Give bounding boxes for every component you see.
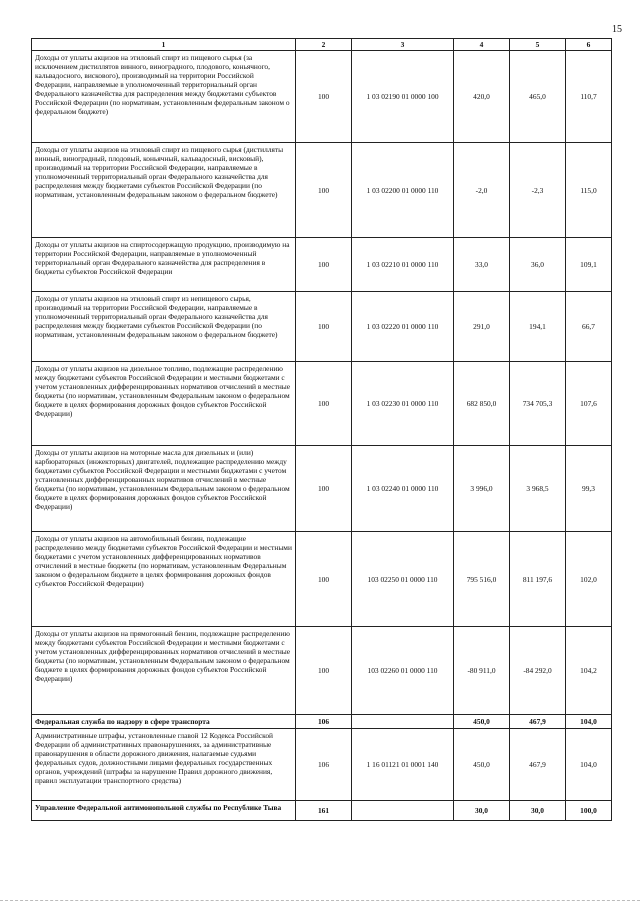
row-description: Управление Федеральной антимонопольной службы по Республике Тыва bbox=[32, 801, 296, 821]
row-percent: 104,0 bbox=[566, 715, 612, 729]
row-description: Доходы от уплаты акцизов на этиловый спирт из непищевого сырья, производимый на территории Российской Федерации, направляемые в уполномоченный территориальный орган Федерального казначейства для распределения между бюджетами субъектов Российской Федерации (по нормативам, установленным федеральным законом о федеральном бюджете) bbox=[32, 292, 296, 362]
row-plan-value: 420,0 bbox=[454, 51, 510, 143]
row-plan-value: 30,0 bbox=[454, 801, 510, 821]
row-budget-code bbox=[352, 801, 454, 821]
row-actual-value: 811 197,6 bbox=[510, 532, 566, 627]
row-actual-value: -2,3 bbox=[510, 143, 566, 238]
row-description: Административные штрафы, установленные главой 12 Кодекса Российской Федерации об административных правонарушениях, за административные правонарушения в области дорожного движения, налагаемые судьями федеральных судов, должностными лицами федеральных государственных органов, учреждений (штрафы за нарушение Правил дорожного движения, правил эксплуатации транспортного средства) bbox=[32, 729, 296, 801]
row-plan-value: -2,0 bbox=[454, 143, 510, 238]
table-row bbox=[32, 143, 612, 238]
row-percent: 110,7 bbox=[566, 51, 612, 143]
row-actual-value: 36,0 bbox=[510, 238, 566, 292]
row-admin-code: 100 bbox=[296, 238, 352, 292]
header-col-3: 3 bbox=[352, 39, 454, 51]
row-plan-value: -80 911,0 bbox=[454, 627, 510, 715]
row-actual-value: 194,1 bbox=[510, 292, 566, 362]
row-admin-code: 161 bbox=[296, 801, 352, 821]
row-plan-value: 3 996,0 bbox=[454, 446, 510, 532]
row-description: Федеральная служба по надзору в сфере транспорта bbox=[32, 715, 296, 729]
row-description: Доходы от уплаты акцизов на этиловый спирт из пищевого сырья (дистилляты винный, виноградный, плодовый, коньячный, кальвадосный, висковый), производимый на территории Российской Федерации, направляемые в уполномоченный территориальный орган Федерального казначейства для распределения между бюджетами субъектов Российской Федерации (по нормативам, установленным федеральным законом о федеральном бюджете) bbox=[32, 143, 296, 238]
row-description: Доходы от уплаты акцизов на спиртосодержащую продукцию, производимую на территории Российской Федерации, направляемые в уполномоченный территориальный орган Федерального казначейства для распределения в бюджеты субъектов Российской Федерации bbox=[32, 238, 296, 292]
row-admin-code: 106 bbox=[296, 729, 352, 801]
row-description: Доходы от уплаты акцизов на прямогонный бензин, подлежащие распределению между бюджетами субъектов Российской Федерации и местными бюджетами с учетом установленных дифференцированных нормативов отчислений в местные бюджеты (по нормативам, установленным Федеральным законом о федеральном бюджете в целях формирования дорожных фондов субъектов Российской Федерации) bbox=[32, 627, 296, 715]
row-admin-code: 100 bbox=[296, 292, 352, 362]
row-admin-code: 100 bbox=[296, 446, 352, 532]
row-actual-value: 734 705,3 bbox=[510, 362, 566, 446]
header-col-5: 5 bbox=[510, 39, 566, 51]
row-description: Доходы от уплаты акцизов на дизельное топливо, подлежащие распределению между бюджетами субъектов Российской Федерации и местными бюджетами с учетом установленных дифференцированных нормативов отчислений в местные бюджеты (по нормативам, установленным Федеральным законом о федеральном бюджете в целях формирования дорожных фондов субъектов Российской Федерации) bbox=[32, 362, 296, 446]
row-budget-code: 1 03 02200 01 0000 110 bbox=[352, 143, 454, 238]
header-col-2: 2 bbox=[296, 39, 352, 51]
page-edge-mark bbox=[0, 900, 640, 901]
row-budget-code: 1 03 02240 01 0000 110 bbox=[352, 446, 454, 532]
table-row bbox=[32, 446, 612, 532]
row-budget-code: 1 03 02230 01 0000 110 bbox=[352, 362, 454, 446]
row-plan-value: 682 850,0 bbox=[454, 362, 510, 446]
row-percent: 100,0 bbox=[566, 801, 612, 821]
row-admin-code: 100 bbox=[296, 532, 352, 627]
table-row bbox=[32, 729, 612, 801]
row-plan-value: 450,0 bbox=[454, 729, 510, 801]
row-budget-code: 1 03 02190 01 0000 100 bbox=[352, 51, 454, 143]
row-percent: 115,0 bbox=[566, 143, 612, 238]
row-budget-code bbox=[352, 715, 454, 729]
row-percent: 99,3 bbox=[566, 446, 612, 532]
row-description: Доходы от уплаты акцизов на этиловый спирт из пищевого сырья (за исключением дистиллятов винного, виноградного, плодового, коньячного, кальвадосного, вискового), производимый на территории Российской Федерации, направляемые в уполномоченный территориальный орган Федерального казначейства для распределения между бюджетами субъектов Российской Федерации (по нормативам, установленным федеральным законом о федеральном бюджете) bbox=[32, 51, 296, 143]
row-description: Доходы от уплаты акцизов на автомобильный бензин, подлежащие распределению между бюджетами субъектов Российской Федерации и местными бюджетами с учетом установленных дифференцированных нормативов отчислений в местные бюджеты (по нормативам, установленным Федеральным законом о федеральном бюджете в целях формирования дорожных фондов субъектов Российской Федерации) bbox=[32, 532, 296, 627]
row-percent: 109,1 bbox=[566, 238, 612, 292]
row-admin-code: 106 bbox=[296, 715, 352, 729]
row-admin-code: 100 bbox=[296, 143, 352, 238]
row-admin-code: 100 bbox=[296, 627, 352, 715]
table-row bbox=[32, 532, 612, 627]
row-percent: 104,2 bbox=[566, 627, 612, 715]
table-row bbox=[32, 292, 612, 362]
row-plan-value: 291,0 bbox=[454, 292, 510, 362]
table-row bbox=[32, 627, 612, 715]
table-header-row bbox=[32, 39, 612, 51]
row-plan-value: 795 516,0 bbox=[454, 532, 510, 627]
row-description: Доходы от уплаты акцизов на моторные масла для дизельных и (или) карбюраторных (инжекторных) двигателей, подлежащие распределению между бюджетами субъектов Российской Федерации и местными бюджетами с учетом установленных дифференцированных нормативов отчислений в местные бюджеты (по нормативам, установленным Федеральным законом о федеральном бюджете в целях формирования дорожных фондов субъектов Российской Федерации) bbox=[32, 446, 296, 532]
header-col-1: 1 bbox=[32, 39, 296, 51]
row-plan-value: 450,0 bbox=[454, 715, 510, 729]
header-col-6: 6 bbox=[566, 39, 612, 51]
header-col-4: 4 bbox=[454, 39, 510, 51]
row-admin-code: 100 bbox=[296, 362, 352, 446]
row-actual-value: -84 292,0 bbox=[510, 627, 566, 715]
row-actual-value: 465,0 bbox=[510, 51, 566, 143]
row-percent: 107,6 bbox=[566, 362, 612, 446]
row-budget-code: 103 02250 01 0000 110 bbox=[352, 532, 454, 627]
row-percent: 104,0 bbox=[566, 729, 612, 801]
row-budget-code: 103 02260 01 0000 110 bbox=[352, 627, 454, 715]
table-row bbox=[32, 51, 612, 143]
table-row bbox=[32, 362, 612, 446]
row-budget-code: 1 03 02210 01 0000 110 bbox=[352, 238, 454, 292]
row-plan-value: 33,0 bbox=[454, 238, 510, 292]
row-budget-code: 1 03 02220 01 0000 110 bbox=[352, 292, 454, 362]
revenue-table bbox=[31, 38, 612, 821]
row-admin-code: 100 bbox=[296, 51, 352, 143]
row-percent: 66,7 bbox=[566, 292, 612, 362]
row-budget-code: 1 16 01121 01 0001 140 bbox=[352, 729, 454, 801]
table-row bbox=[32, 801, 612, 821]
row-actual-value: 3 968,5 bbox=[510, 446, 566, 532]
row-actual-value: 467,9 bbox=[510, 715, 566, 729]
row-percent: 102,0 bbox=[566, 532, 612, 627]
page-number: 15 bbox=[612, 24, 622, 35]
table-row bbox=[32, 238, 612, 292]
table-row bbox=[32, 715, 612, 729]
row-actual-value: 467,9 bbox=[510, 729, 566, 801]
row-actual-value: 30,0 bbox=[510, 801, 566, 821]
